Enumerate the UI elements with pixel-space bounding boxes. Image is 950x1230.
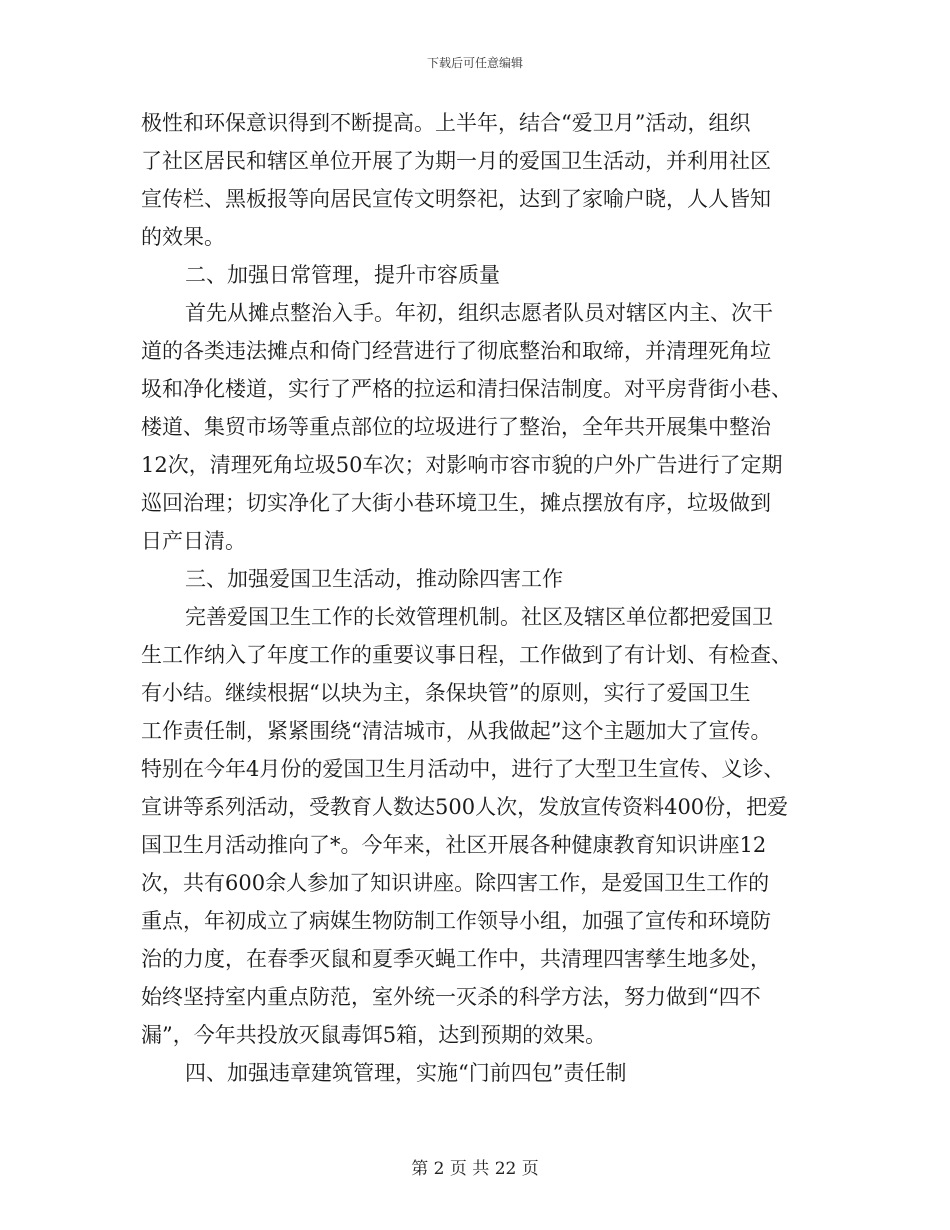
text-line: 极性和环保意识得到不断提高。上半年，结合“爱卫月”活动，组织: [141, 111, 751, 135]
page-header: 下载后可任意编辑: [426, 56, 523, 70]
text-line: 宣讲等系列活动，受教育人数达500人次，发放宣传资料400份，把爱: [141, 795, 789, 819]
page-footer: 第 2 页 共 22 页: [411, 1159, 539, 1179]
text-line: 重点，年初成立了病媒生物防制工作领导小组，加强了宣传和环境防: [141, 909, 771, 933]
section-heading: 二、加强日常管理，提升市容质量: [185, 263, 500, 287]
text-line: 了社区居民和辖区单位开展了为期一月的爱国卫生活动，并利用社区: [141, 149, 771, 173]
section-heading: 四、加强违章建筑管理，实施“门前四包”责任制: [185, 1061, 627, 1085]
text-line: 巡回治理；切实净化了大街小巷环境卫生，摊点摆放有序，垃圾做到: [141, 491, 771, 515]
text-line: 有小结。继续根据“以块为主，条保块管”的原则，实行了爱国卫生: [141, 681, 751, 705]
text-line: 次，共有600余人参加了知识讲座。除四害工作，是爱国卫生工作的: [141, 871, 770, 895]
text-line: 国卫生月活动推向了*。今年来，社区开展各种健康教育知识讲座12: [141, 833, 767, 857]
text-line: 生工作纳入了年度工作的重要议事日程，工作做到了有计划、有检查、: [141, 643, 792, 667]
text-line: 首先从摊点整治入手。年初，组织志愿者队员对辖区内主、次干: [185, 301, 773, 325]
text-line: 楼道、集贸市场等重点部位的垃圾进行了整治，全年共开展集中整治: [141, 415, 771, 439]
text-line: 治的力度，在春季灭鼠和夏季灭蝇工作中，共清理四害孳生地多处，: [141, 947, 771, 971]
text-line: 道的各类违法摊点和倚门经营进行了彻底整治和取缔，并清理死角垃: [141, 339, 771, 363]
text-line: 漏”，今年共投放灭鼠毒饵5箱，达到预期的效果。: [141, 1023, 607, 1047]
text-line: 的效果。: [141, 225, 225, 249]
text-line: 工作责任制，紧紧围绕“清洁城市，从我做起”这个主题加大了宣传。: [141, 719, 772, 743]
section-heading: 三、加强爱国卫生活动，推动除四害工作: [185, 567, 563, 591]
text-line: 特别在今年4月份的爱国卫生月活动中，进行了大型卫生宣传、义诊、: [141, 757, 785, 781]
text-line: 12次，清理死角垃圾50车次；对影响市容市貌的户外广告进行了定期: [141, 453, 783, 477]
text-line: 圾和净化楼道，实行了严格的拉运和清扫保洁制度。对平房背街小巷、: [141, 377, 792, 401]
text-line: 宣传栏、黑板报等向居民宣传文明祭祀，达到了家喻户晓，人人皆知: [141, 187, 771, 211]
text-line: 完善爱国卫生工作的长效管理机制。社区及辖区单位都把爱国卫: [185, 605, 773, 629]
document-body: [141, 104, 816, 1092]
text-line: 始终坚持室内重点防范，室外统一灭杀的科学方法，努力做到“四不: [141, 985, 761, 1009]
text-line: 日产日清。: [141, 529, 246, 553]
